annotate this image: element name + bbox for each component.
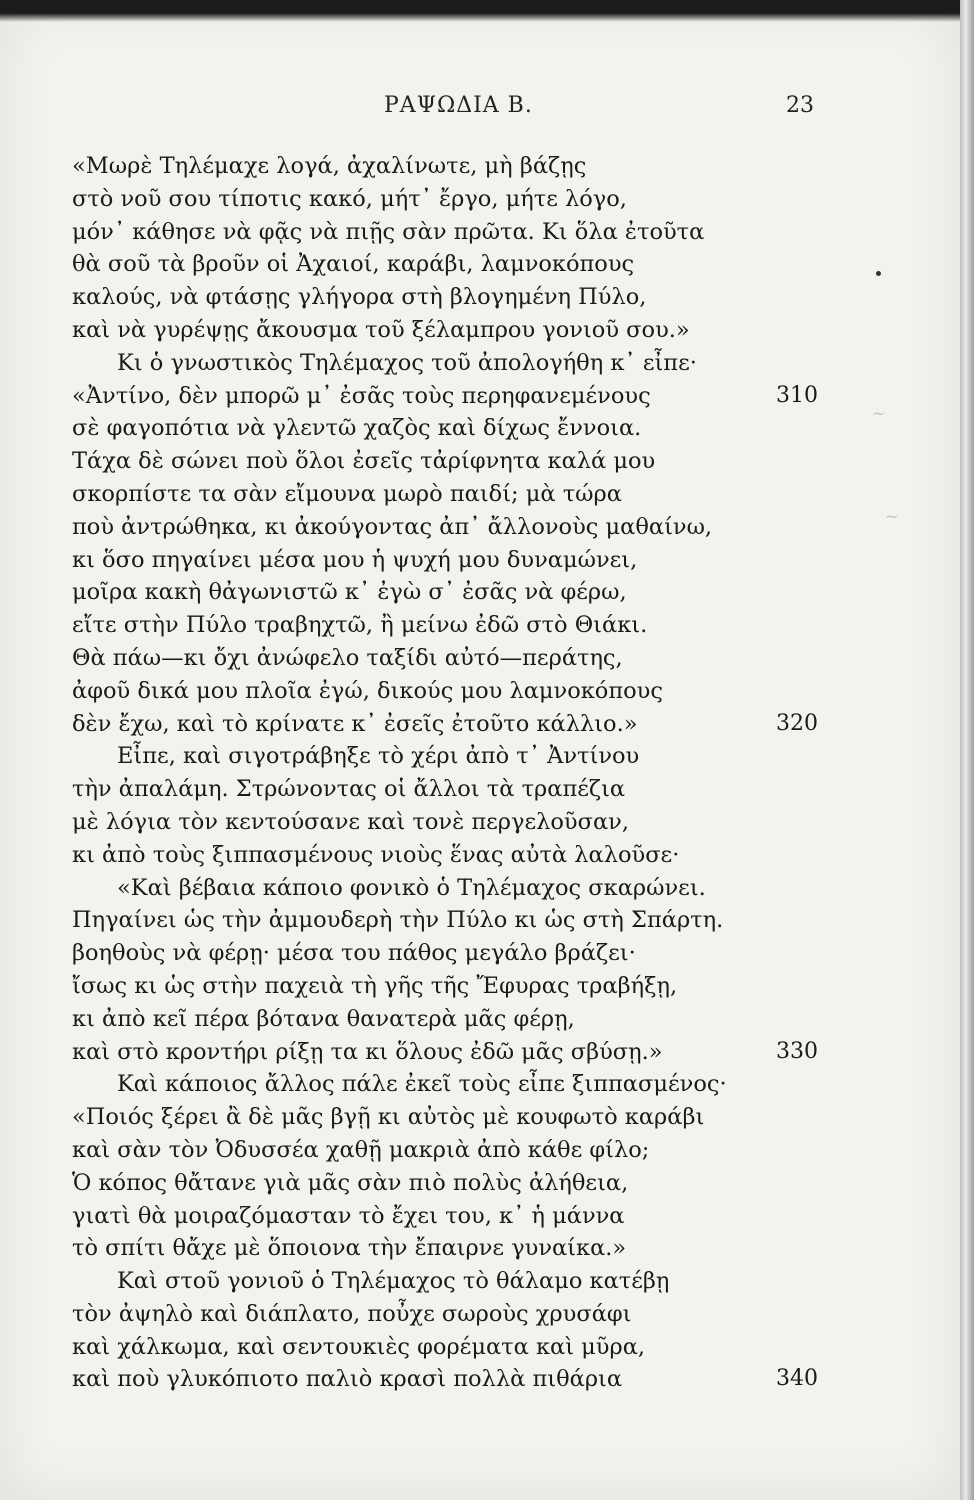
verse-line (0, 1265, 960, 1298)
verse-text: «Ποιός ξέρει ἂ δὲ μᾶς βγῇ κι αὐτὸς μὲ κουφωτὸ καράβι (72, 1104, 705, 1131)
verse-line (0, 380, 960, 413)
poem-text (0, 150, 960, 1396)
verse-line (0, 314, 960, 347)
verse-text: Θὰ πάω—κι ὄχι ἀνώφελο ταξίδι αὐτό—περάτης, (72, 644, 623, 671)
verse-line (0, 1036, 960, 1069)
verse-line (0, 150, 960, 183)
verse-line (0, 970, 960, 1003)
verse-line (0, 576, 960, 609)
verse-text: «Καὶ βέβαια κάποιο φονικὸ ὁ Τηλέμαχος σκαρώνει. (117, 874, 706, 901)
verse-line (0, 1298, 960, 1331)
line-number: 310 (776, 382, 818, 408)
verse-text: τὸ σπίτι θἄχε μὲ ὅποιονα τὴν ἔπαιρνε γυναίκα.» (72, 1235, 627, 1262)
scan-top-shadow (0, 0, 960, 22)
line-number: 330 (776, 1038, 818, 1064)
verse-line (0, 872, 960, 905)
line-number: 340 (776, 1366, 818, 1392)
page-edge (960, 0, 974, 1500)
verse-line (0, 1232, 960, 1265)
verse-text: σκορπίστε τα σὰν εἴμουνα μωρὸ παιδί; μὰ τώρα (72, 480, 622, 507)
verse-text: κι ἀπὸ τοὺς ξιππασμένους νιοὺς ἕνας αὐτὰ λαλοῦσε· (72, 841, 680, 868)
verse-text: Πηγαίνει ὡς τὴν ἀμμουδερὴ τὴν Πύλο κι ὡς στὴ Σπάρτη. (72, 907, 724, 934)
verse-text: Τάχα δὲ σώνει ποὺ ὅλοι ἐσεῖς τἀρίφνητα καλά μου (72, 448, 656, 475)
verse-text: «Ἀντίνο, δὲν μπορῶ μ᾽ ἐσᾶς τοὺς περηφανεμένους (72, 382, 651, 409)
verse-line (0, 1003, 960, 1036)
verse-line (0, 183, 960, 216)
verse-line (0, 806, 960, 839)
verse-line (0, 544, 960, 577)
verse-text: ἴσως κι ὡς στὴν παχειὰ τὴ γῆς τῆς Ἔφυρας τραβήξῃ, (72, 972, 678, 999)
verse-text: Κι ὁ γνωστικὸς Τηλέμαχος τοῦ ἀπολογήθη κ᾽ εἶπε· (117, 349, 697, 376)
verse-line (0, 904, 960, 937)
verse-line (0, 708, 960, 741)
verse-line (0, 248, 960, 281)
verse-text: γιατὶ θὰ μοιραζόμασταν τὸ ἔχει του, κ᾽ ἡ μάννα (72, 1202, 625, 1229)
verse-text: καὶ χάλκωμα, καὶ σεντουκιὲς φορέματα καὶ μῦρα, (72, 1333, 646, 1360)
verse-line (0, 740, 960, 773)
verse-line (0, 839, 960, 872)
verse-text: καλούς, νὰ φτάσῃς γλήγορα στὴ βλογημένη Πύλο, (72, 284, 647, 311)
running-title: ΡΑΨΩΔΙΑ Β. (384, 93, 533, 118)
verse-line (0, 773, 960, 806)
verse-line (0, 216, 960, 249)
page-number: 23 (786, 93, 814, 118)
verse-line (0, 1331, 960, 1364)
verse-text: μοῖρα κακὴ θἀγωνιστῶ κ᾽ ἐγὼ σ᾽ ἐσᾶς νὰ φέρω, (72, 579, 627, 606)
verse-line (0, 937, 960, 970)
verse-line (0, 1363, 960, 1396)
verse-text: καὶ νὰ γυρέψῃς ἄκουσμα τοῦ ξέλαμπρου γονιοῦ σου.» (72, 316, 690, 343)
verse-text: μὲ λόγια τὸν κεντούσανε καὶ τονὲ περγελοῦσαν, (72, 808, 629, 835)
verse-text: καὶ σὰν τὸν Ὀδυσσέα χαθῇ μακριὰ ἀπὸ κάθε φίλο; (72, 1136, 650, 1163)
verse-line (0, 445, 960, 478)
verse-text: μόν᾽ κάθησε νὰ φᾷς νὰ πιῇς σὰν πρῶτα. Κι ὅλα ἐτοῦτα (72, 218, 705, 245)
verse-line (0, 1101, 960, 1134)
verse-text: σὲ φαγοπότια νὰ γλεντῶ χαζὸς καὶ δίχως ἔννοια. (72, 415, 642, 442)
verse-text: Καὶ κάποιος ἄλλος πάλε ἐκεῖ τοὺς εἶπε ξιππασμένος· (117, 1071, 727, 1098)
bleed-through-mark: ~ (872, 404, 886, 423)
verse-text: Ὁ κόπος θἄτανε γιὰ μᾶς σὰν πιὸ πολὺς ἀλήθεια, (72, 1169, 629, 1196)
verse-text: ἀφοῦ δικά μου πλοῖα ἐγώ, δικούς μου λαμνοκόπους (72, 677, 663, 704)
verse-line (0, 478, 960, 511)
verse-text: βοηθοὺς νὰ φέρῃ· μέσα του πάθος μεγάλο βράζει· (72, 940, 636, 967)
verse-text: δὲν ἔχω, καὶ τὸ κρίνατε κ᾽ ἐσεῖς ἐτοῦτο κάλλιο.» (72, 710, 638, 737)
verse-text: καὶ ποὺ γλυκόπιοτο παλιὸ κρασὶ πολλὰ πιθάρια (72, 1366, 623, 1393)
verse-line (0, 347, 960, 380)
verse-text: τὴν ἀπαλάμη. Στρώνοντας οἱ ἄλλοι τὰ τραπέζια (72, 776, 626, 803)
verse-line (0, 1068, 960, 1101)
verse-text: «Μωρὲ Τηλέμαχε λογά, ἀχαλίνωτε, μὴ βάζῃς (72, 153, 587, 179)
verse-text: Καὶ στοῦ γονιοῦ ὁ Τηλέμαχος τὸ θάλαμο κατέβῃ (117, 1268, 670, 1295)
verse-text: στὸ νοῦ σου τίποτις κακό, μήτ᾽ ἔργο, μήτε λόγο, (72, 185, 627, 212)
verse-text: κι ὅσο πηγαίνει μέσα μου ἡ ψυχή μου δυναμώνει, (72, 546, 638, 573)
line-number: 320 (776, 710, 818, 736)
verse-line (0, 609, 960, 642)
verse-text: κι ἀπὸ κεῖ πέρα βότανα θανατερὰ μᾶς φέρῃ, (72, 1005, 575, 1032)
verse-text: θὰ σοῦ τὰ βροῦν οἱ Ἀχαιοί, καράβι, λαμνοκόπους (72, 251, 635, 278)
verse-line (0, 1167, 960, 1200)
verse-text: Εἶπε, καὶ σιγοτράβηξε τὸ χέρι ἀπὸ τ᾽ Ἀντίνου (117, 743, 640, 770)
verse-line (0, 642, 960, 675)
verse-line (0, 1200, 960, 1233)
page-header (0, 93, 960, 123)
verse-line (0, 281, 960, 314)
verse-text: ποὺ ἀντρώθηκα, κι ἀκούγοντας ἀπ᾽ ἄλλονοὺς μαθαίνω, (72, 513, 713, 540)
bleed-through-mark: ~ (885, 507, 899, 526)
verse-line (0, 511, 960, 544)
verse-text: τὸν ἀψηλὸ καὶ διάπλατο, ποὖχε σωροὺς χρυσάφι (72, 1300, 632, 1327)
verse-line (0, 412, 960, 445)
verse-line (0, 675, 960, 708)
verse-line (0, 1134, 960, 1167)
verse-text: καὶ στὸ κροντήρι ρίξῃ τα κι ὅλους ἐδῶ μᾶς σβύσῃ.» (72, 1038, 663, 1065)
verse-text: εἴτε στὴν Πύλο τραβηχτῶ, ἢ μείνω ἐδῶ στὸ Θιάκι. (72, 612, 648, 639)
